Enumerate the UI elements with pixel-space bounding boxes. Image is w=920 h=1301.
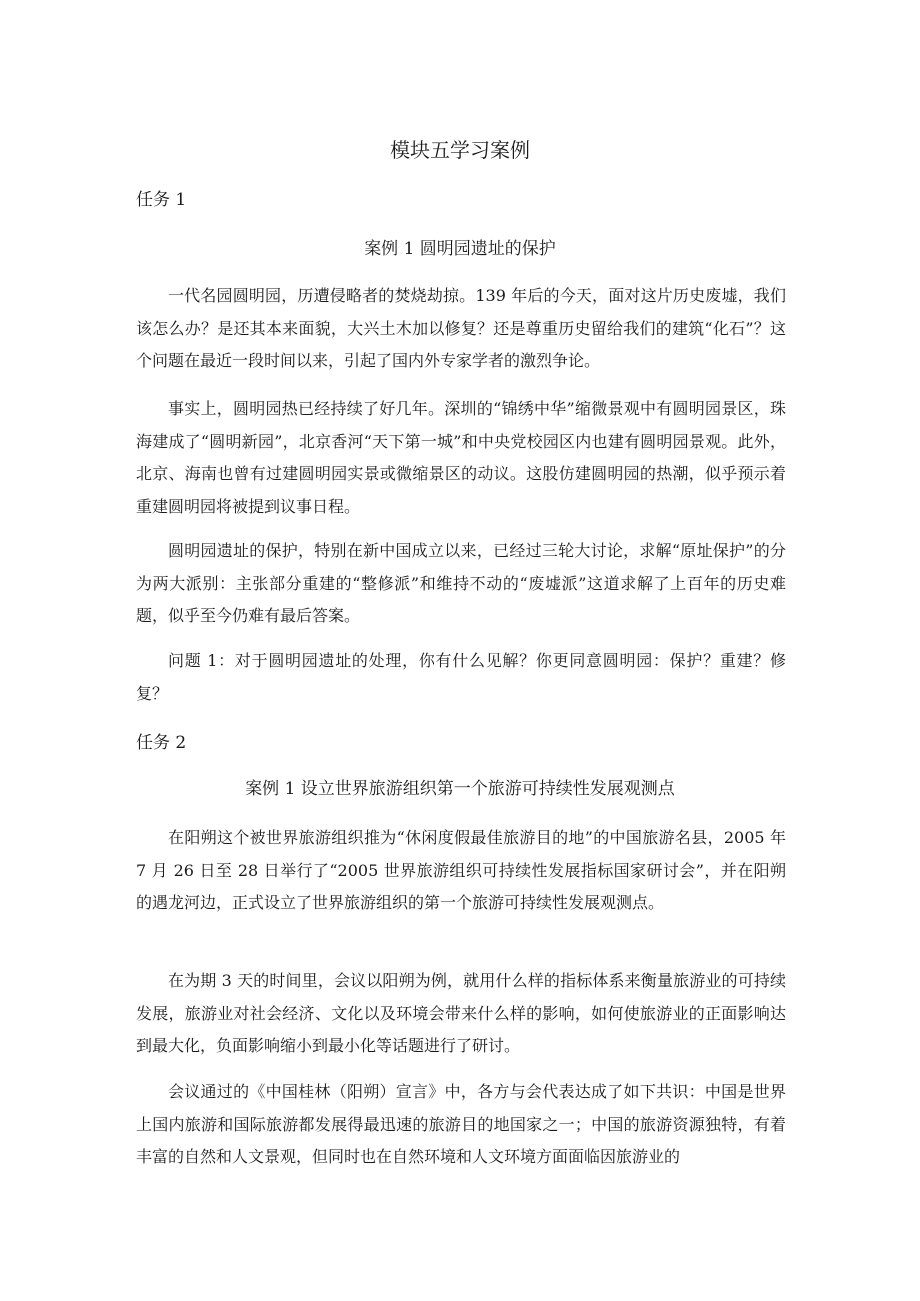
question-paragraph: 问题 1：对于圆明园遗址的处理，你有什么见解？你更同意圆明园：保护？重建？修复？ bbox=[136, 651, 786, 703]
case-title-task-1: 案例 1 圆明园遗址的保护 bbox=[364, 239, 556, 259]
case-title-task-2: 案例 1 设立世界旅游组织第一个旅游可持续性发展观测点 bbox=[245, 779, 675, 799]
task-2-heading: 任务 2 bbox=[136, 733, 187, 753]
paragraph: 圆明园遗址的保护，特别在新中国成立以来，已经过三轮大讨论，求解“原址保护”的分为两大派别：主张部分重建的“整修派”和维持不动的“废墟派”这道求解了上百年的历史难题，似乎至今仍难有最后答案。 bbox=[136, 541, 786, 625]
paragraph: 会议通过的《中国桂林（阳朔）宣言》中，各方与会代表达成了如下共识：中国是世界上国内旅游和国际旅游都发展得最迅速的旅游目的地国家之一；中国的旅游资源独特，有着丰富的自然和人文景观，但同时也在自然环境和人文环境方面面临因旅游业的 bbox=[136, 1082, 786, 1166]
paragraph: 在阳朔这个被世界旅游组织推为“休闲度假最佳旅游目的地”的中国旅游名县，2005 年 7 月 26 日至 28 日举行了“2005 世界旅游组织可持续性发展指标国家研讨会”，并在阳朔的遇龙河边，正式设立了世界旅游组织的第一个旅游可持续性发展观测点。 bbox=[136, 828, 786, 912]
paragraph: 事实上，圆明园热已经持续了好几年。深圳的“锦绣中华”缩微景观中有圆明园景区，珠海建成了“圆明新园”，北京香河“天下第一城”和中央党校园区内也建有圆明园景观。此外，北京、海南也曾有过建圆明园实景或微缩景区的动议。这股仿建圆明园的热潮，似乎预示着重建圆明园将被提到议事日程。 bbox=[136, 399, 786, 516]
task-1-heading: 任务 1 bbox=[136, 190, 187, 210]
document-title: 模块五学习案例 bbox=[390, 138, 530, 162]
paragraph: 在为期 3 天的时间里，会议以阳朔为例，就用什么样的指标体系来衡量旅游业的可持续发展，旅游业对社会经济、文化以及环境会带来什么样的影响，如何使旅游业的正面影响达到最大化，负面影响缩小到最小化等话题进行了研讨。 bbox=[136, 971, 786, 1055]
paragraph: 一代名园圆明园，历遭侵略者的焚烧劫掠。139 年后的今天，面对这片历史废墟，我们该怎么办？是还其本来面貌，大兴土木加以修复？还是尊重历史留给我们的建筑“化石”？这个问题在最近一段时间以来，引起了国内外专家学者的激烈争论。 bbox=[136, 286, 786, 370]
